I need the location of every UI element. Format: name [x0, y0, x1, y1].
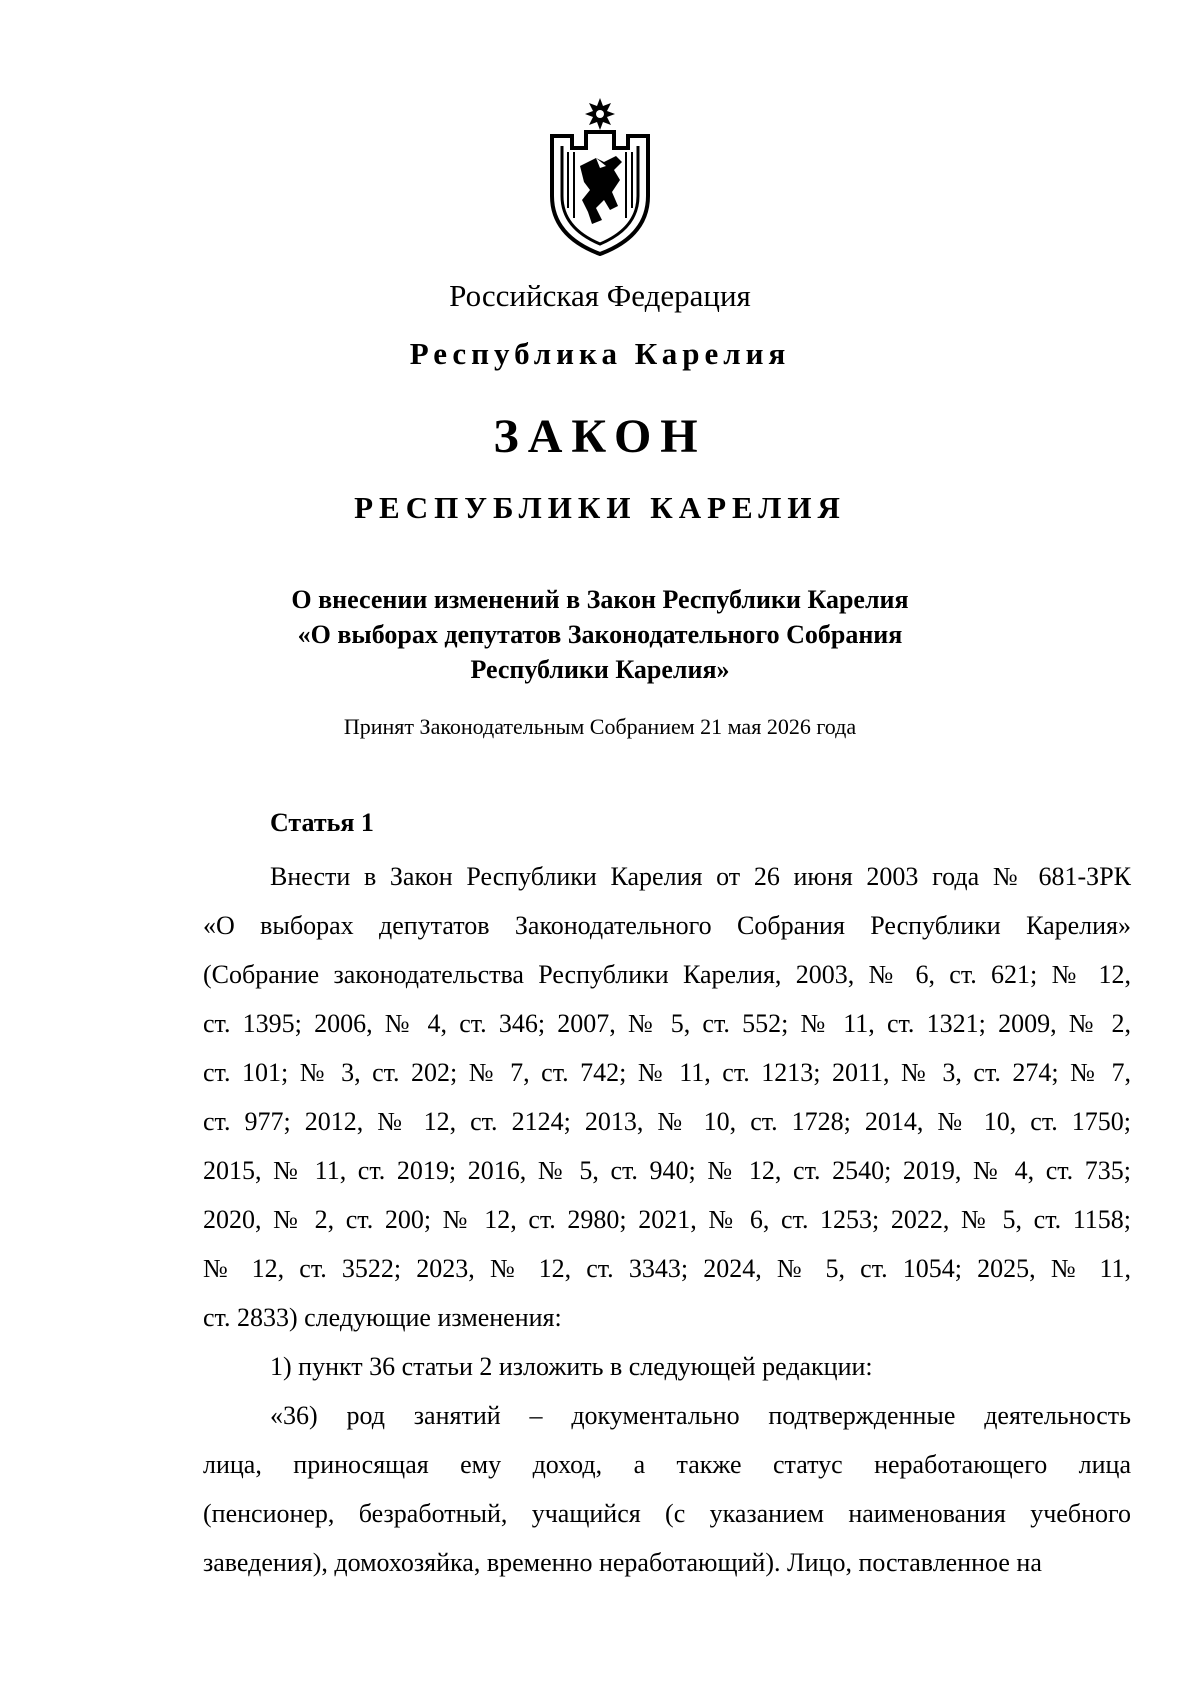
article-body — [203, 858, 1131, 1593]
body-line: лица, приносящая ему доход, а также статус неработающего лица — [203, 1450, 1131, 1479]
body-line: (пенсионер, безработный, учащийся (с указанием наименования учебного — [203, 1499, 1131, 1528]
coat-of-arms-emblem — [544, 96, 656, 256]
law-title-line: О внесении изменений в Закон Республики Карелия — [291, 585, 909, 614]
article-heading: Статья 1 — [270, 808, 374, 837]
law-title-line: Республики Карелия» — [470, 655, 730, 684]
law-title — [0, 582, 1200, 687]
document-type: ЗАКОН — [493, 410, 707, 463]
body-line: ст. 2833) следующие изменения: — [203, 1303, 562, 1332]
body-line: ст. 101; № 3, ст. 202; № 7, ст. 742; № 11, ст. 1213; 2011, № 3, ст. 274; № 7, — [203, 1058, 1131, 1087]
body-line: ст. 977; 2012, № 12, ст. 2124; 2013, № 10, ст. 1728; 2014, № 10, ст. 1750; — [203, 1107, 1131, 1136]
adoption-note: Принят Законодательным Собранием 21 мая 2026 года — [343, 714, 857, 739]
coat-of-arms-icon — [544, 96, 656, 256]
body-line: № 12, ст. 3522; 2023, № 12, ст. 3343; 2024, № 5, ст. 1054; 2025, № 11, — [203, 1254, 1131, 1283]
body-line: Внести в Закон Республики Карелия от 26 июня 2003 года № 681-ЗРК — [270, 862, 1131, 891]
document-issuer: РЕСПУБЛИКИ КАРЕЛИЯ — [354, 490, 846, 525]
body-line: 2020, № 2, ст. 200; № 12, ст. 2980; 2021, № 6, ст. 1253; 2022, № 5, ст. 1158; — [203, 1205, 1131, 1234]
body-line: «О выборах депутатов Законодательного Собрания Республики Карелия» — [203, 911, 1131, 940]
body-line: ст. 1395; 2006, № 4, ст. 346; 2007, № 5, ст. 552; № 11, ст. 1321; 2009, № 2, — [203, 1009, 1131, 1038]
body-line: 2015, № 11, ст. 2019; 2016, № 5, ст. 940; № 12, ст. 2540; 2019, № 4, ст. 735; — [203, 1156, 1131, 1185]
body-line: заведения), домохозяйка, временно неработающий). Лицо, поставленное на — [203, 1548, 1042, 1577]
republic-name: Республика Карелия — [409, 336, 791, 371]
body-line: (Собрание законодательства Республики Карелия, 2003, № 6, ст. 621; № 12, — [203, 960, 1131, 989]
law-title-line: «О выборах депутатов Законодательного Собрания — [297, 620, 903, 649]
body-line: «36) род занятий – документально подтвержденные деятельность — [270, 1401, 1131, 1430]
body-line: 1) пункт 36 статьи 2 изложить в следующей редакции: — [270, 1352, 873, 1381]
country-name: Российская Федерация — [449, 278, 751, 313]
